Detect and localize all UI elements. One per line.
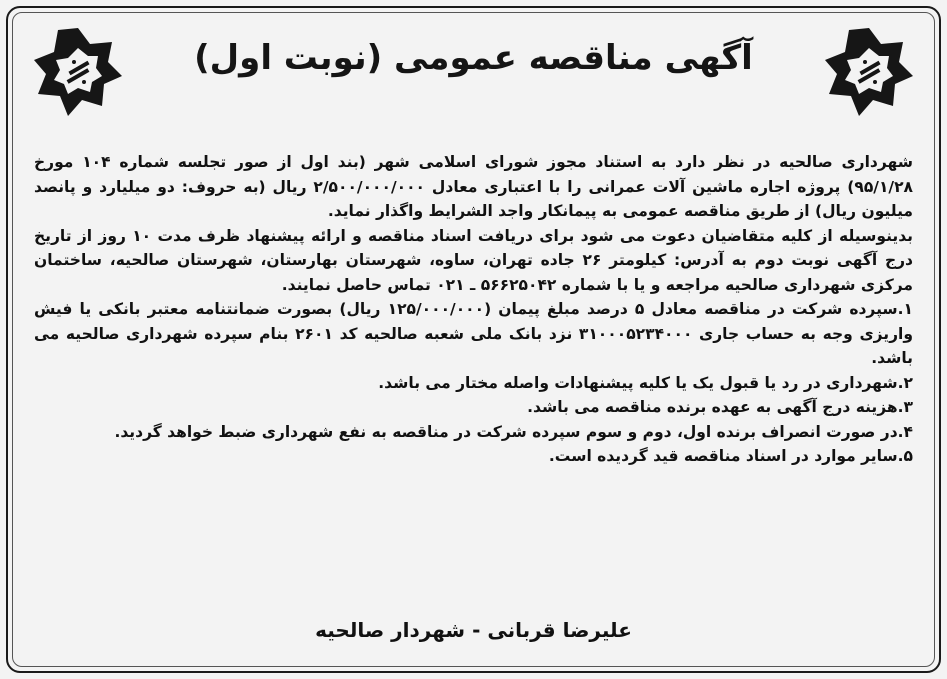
condition-item: ۴.در صورت انصراف برنده اول، دوم و سوم سپرده شرکت در مناقصه به نفع شهرداری ضبط خواهد گردید. [114,422,913,441]
notice-signature: علیرضا قربانی - شهردار صالحیه [315,618,632,642]
notice-title: آگهی مناقصه عمومی (نوبت اول) [194,38,753,78]
condition-item: ۵.سایر موارد در اسناد مناقصه قید گردیده است. [548,447,913,465]
notice-intro-paragraph: شهرداری صالحیه در نظر دارد به استناد مجوز شورای اسلامی شهر (بند اول از صور تجلسه شماره ۱۰۴ مورخ ۹۵/۱/۲۸) پروژه اجاره ماشین آلات عمرانی را با اعتباری معادل ۲/۵۰۰/۰۰۰/۰۰۰ ریال (به حروف: دو میلیارد و پانصد میلیون ریال) از طریق مناقصه عمومی به پیمانکار واجد الشرایط واگذار نماید. [34,153,913,220]
municipality-logo-icon [28,22,128,122]
condition-item: ۳.هزینه درج آگهی به عهده برنده مناقصه می باشد. [527,398,913,416]
notice-invitation-paragraph: بدینوسیله از کلیه متقاضیان دعوت می شود برای دریافت اسناد مناقصه و ارائه پیشنهاد ظرف مدت ۱۰ روز از تاریخ درج آگهی نوبت دوم به آدرس: کیلومتر ۲۶ جاده تهران، ساوه، شهرستان بهارستان، شهرستان صالحیه، ساختمان مرکزی شهرداری صالحیه مراجعه و یا با شماره ۵۶۶۲۵۰۴۲ ـ ۰۲۱ تماس حاصل نمایند. [34,226,913,294]
condition-item: ۱.سپرده شرکت در مناقصه معادل ۵ درصد مبلغ پیمان (۱۲۵/۰۰۰/۰۰۰ ریال) بصورت ضمانتنامه معتبر بانکی یا فیش واریزی وجه به حساب جاری ۳۱۰۰۰۵۲۳۴۰۰۰ نزد بانک ملی شعبه صالحیه کد ۲۶۰۱ بنام سپرده شهرداری صالحیه می باشد. [34,300,914,367]
municipality-logo-icon [819,22,919,122]
notice-conditions-list [34,297,913,469]
condition-item: ۲.شهرداری در رد یا قبول یک یا کلیه پیشنهادات واصله مختار می باشد. [378,373,913,392]
notice-body [34,150,913,469]
